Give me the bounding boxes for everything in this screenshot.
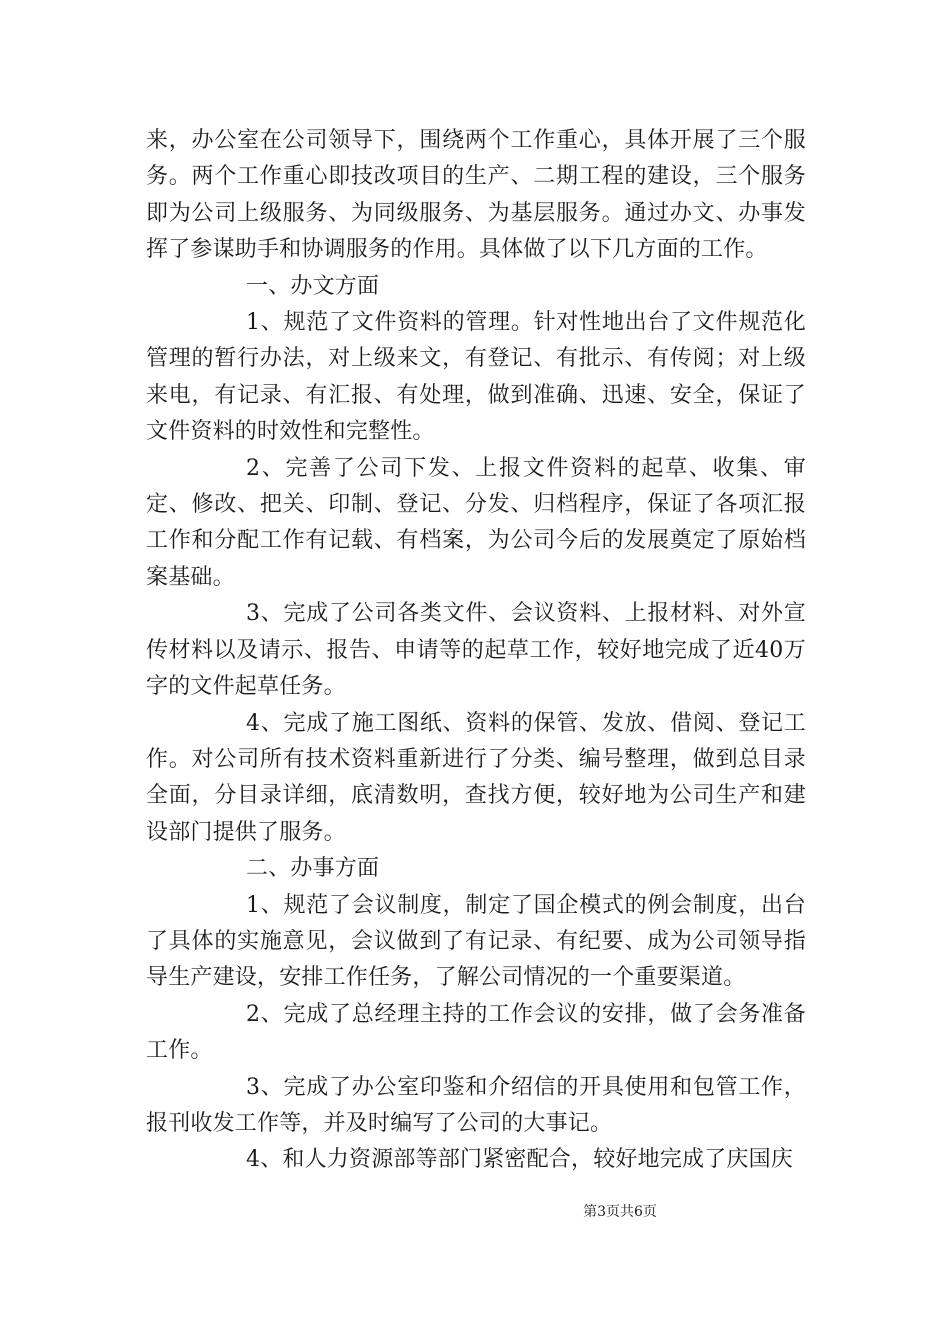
section-heading: 二、办事方面 [246, 856, 380, 882]
paragraph: 2、完善了公司下发、上报文件资料的起草、收集、审定、修改、把关、印制、登记、分发、归档程序，保证了各项汇报工作和分配工作有记载、有档案，为公司今后的发展奠定了原始档案基础。 [146, 455, 806, 590]
paragraph: 来，办公室在公司领导下，围绕两个工作重心，具体开展了三个服务。两个工作重心即技改项目的生产、二期工程的建设，三个服务即为公司上级服务、为同级服务、为基层服务。通过办文、办事发挥了参谋助手和协调服务的作用。具体做了以下几方面的工作。 [146, 128, 806, 263]
paragraph: 1、规范了文件资料的管理。针对性地出台了文件规范化管理的暂行办法，对上级来文，有登记、有批示、有传阅；对上级来电，有记录、有汇报、有处理，做到准确、迅速、安全，保证了文件资料的时效性和完整性。 [146, 310, 806, 445]
section-heading: 一、办文方面 [246, 273, 380, 299]
page-number: 第3页共6页 [583, 1204, 657, 1220]
paragraph: 3、完成了办公室印鉴和介绍信的开具使用和包管工作，报刊收发工作等，并及时编写了公司的大事记。 [146, 1074, 806, 1136]
paragraph: 2、完成了总经理主持的工作会议的安排，做了会务准备工作。 [146, 1001, 806, 1064]
paragraph: 4、和人力资源部等部门紧密配合，较好地完成了庆国庆 [246, 1147, 793, 1173]
page-footer [0, 1203, 950, 1221]
document-body [146, 123, 806, 1179]
paragraph: 4、完成了施工图纸、资料的保管、发放、借阅、登记工作。对公司所有技术资料重新进行了分类、编号整理，做到总目录全面，分目录详细，底清数明，查找方便，较好地为公司生产和建设部门提供了服务。 [146, 710, 806, 845]
paragraph: 3、完成了公司各类文件、会议资料、上报材料、对外宣传材料以及请示、报告、申请等的起草工作，较好地完成了近40万字的文件起草任务。 [146, 601, 806, 700]
paragraph: 1、规范了会议制度，制定了国企模式的例会制度，出台了具体的实施意见，会议做到了有记录、有纪要、成为公司领导指导生产建设，安排工作任务，了解公司情况的一个重要渠道。 [146, 892, 806, 991]
